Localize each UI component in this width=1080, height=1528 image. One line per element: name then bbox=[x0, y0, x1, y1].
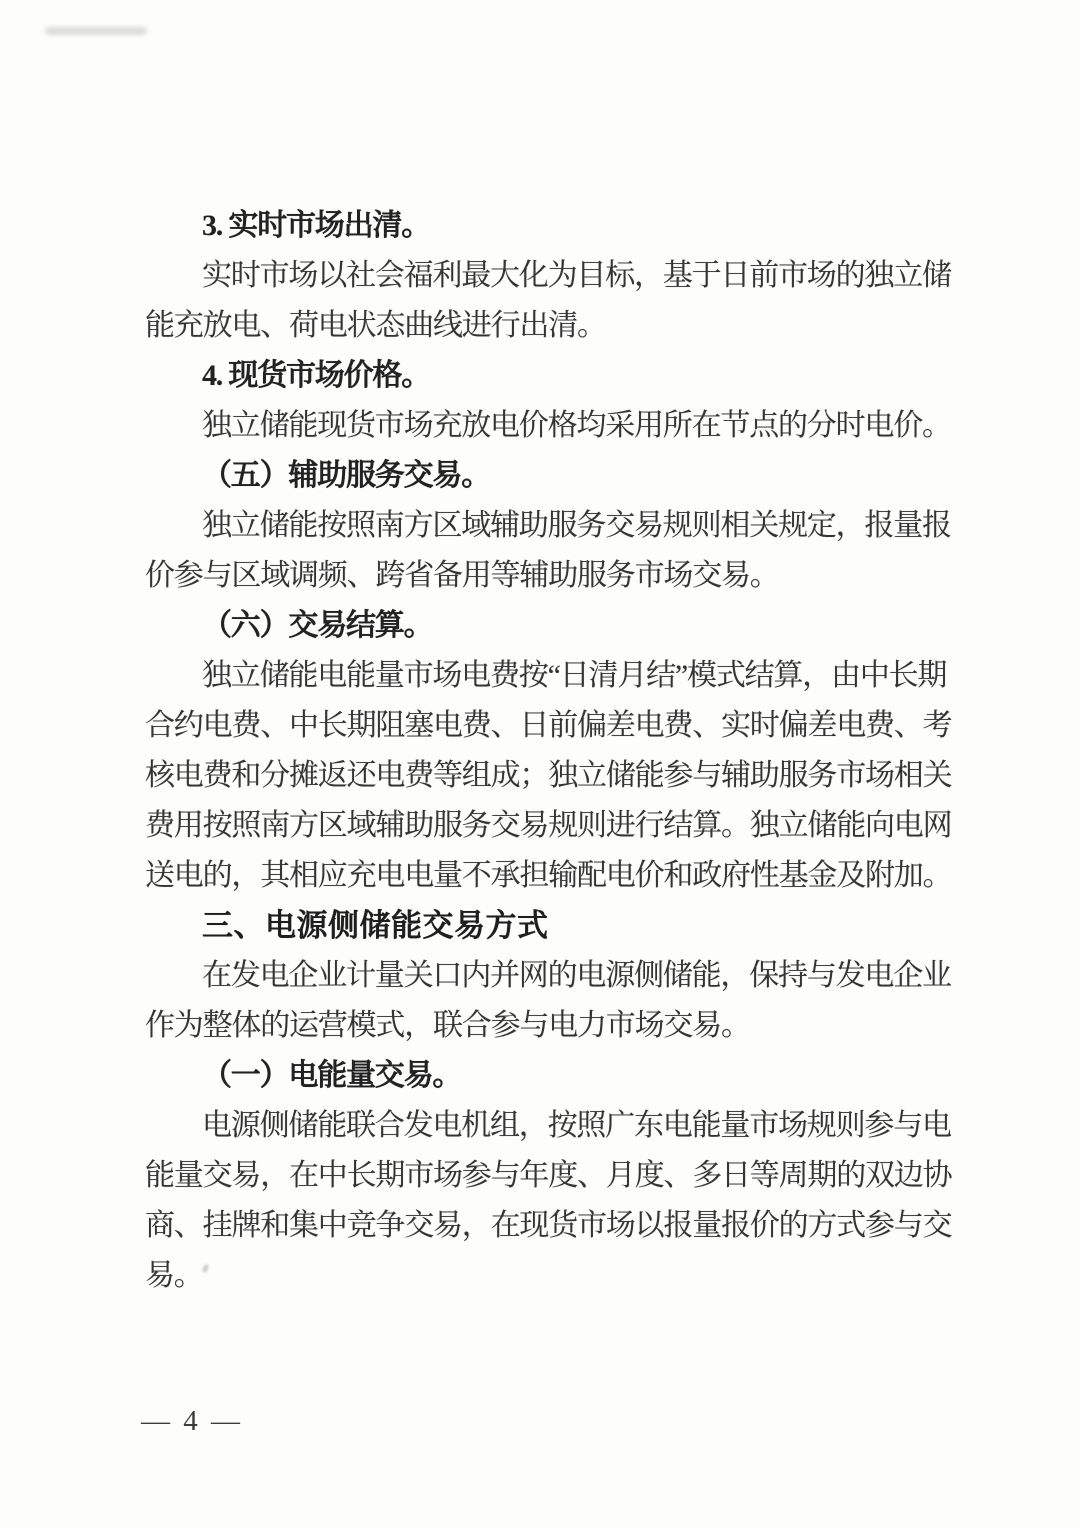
text-line: 独立储能电能量市场电费按“日清月结”模式结算，由中长期 bbox=[202, 659, 947, 692]
text-line: 核电费和分摊返还电费等组成；独立储能参与辅助服务市场相关 bbox=[145, 759, 952, 792]
text-line: 能充放电、荷电状态曲线进行出清。 bbox=[145, 309, 606, 342]
document-body bbox=[145, 201, 951, 1301]
text-line: 在发电企业计量关口内并网的电源侧储能，保持与发电企业 bbox=[202, 959, 951, 992]
text-line: 易。 bbox=[145, 1259, 203, 1292]
heading-line: （六）交易结算。 bbox=[202, 609, 433, 642]
text-line: 独立储能按照南方区域辅助服务交易规则相关规定，报量报 bbox=[202, 509, 951, 542]
text-line: 送电的，其相应充电电量不承担输配电价和政府性基金及附加。 bbox=[145, 859, 952, 892]
text-line: 商、挂牌和集中竞争交易，在现货市场以报量报价的方式参与交 bbox=[145, 1209, 952, 1242]
text-line: 电源侧储能联合发电机组，按照广东电能量市场规则参与电 bbox=[202, 1109, 951, 1142]
heading-line: 3. 实时市场出清。 bbox=[202, 209, 430, 242]
heading-line: 4. 现货市场价格。 bbox=[202, 359, 430, 392]
text-line: 费用按照南方区域辅助服务交易规则进行结算。独立储能向电网 bbox=[145, 809, 952, 842]
text-line: 独立储能现货市场充放电价格均采用所在节点的分时电价。 bbox=[202, 409, 951, 442]
text-line: 实时市场以社会福利最大化为目标，基于日前市场的独立储 bbox=[202, 259, 951, 292]
text-line: 能量交易，在中长期市场参与年度、月度、多日等周期的双边协 bbox=[145, 1159, 952, 1192]
heading-line: 三、电源侧储能交易方式 bbox=[202, 908, 549, 943]
heading-line: （五）辅助服务交易。 bbox=[202, 459, 490, 492]
heading-line: （一）电能量交易。 bbox=[202, 1059, 462, 1092]
text-line: 作为整体的运营模式，联合参与电力市场交易。 bbox=[145, 1009, 750, 1042]
scan-artifact-smudge bbox=[45, 27, 147, 35]
text-line: 价参与区域调频、跨省备用等辅助服务市场交易。 bbox=[145, 559, 779, 592]
text-line: 合约电费、中长期阻塞电费、日前偏差电费、实时偏差电费、考 bbox=[145, 709, 952, 742]
page-number: — 4 — bbox=[141, 1405, 243, 1437]
